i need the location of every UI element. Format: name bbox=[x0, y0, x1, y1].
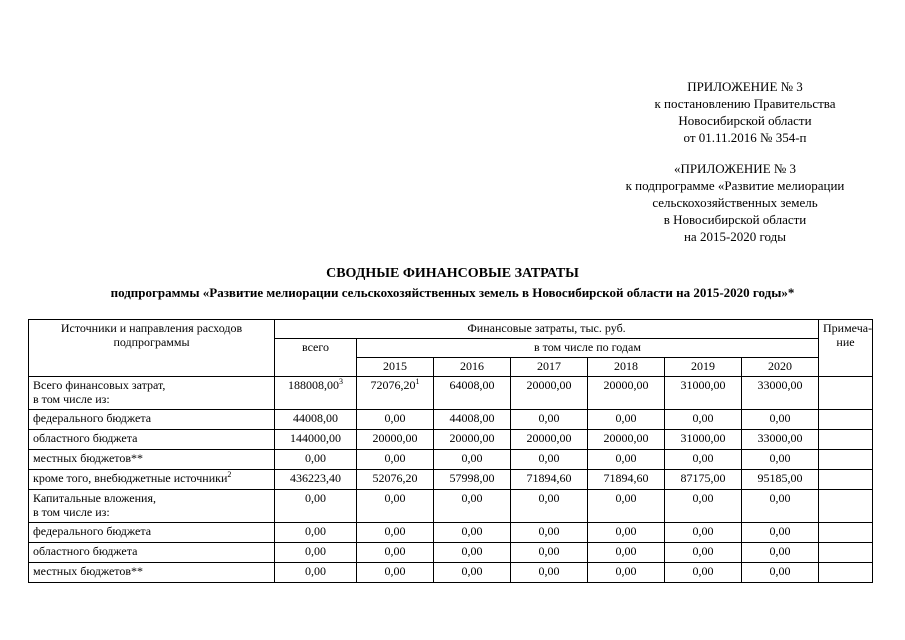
appendix-line: сельскохозяйственных земель bbox=[652, 195, 818, 210]
cell-value: 0,00 bbox=[538, 491, 560, 505]
cell-value: 0,00 bbox=[461, 564, 483, 578]
year-cell bbox=[742, 377, 819, 410]
row-label-text: в том числе из: bbox=[33, 505, 110, 519]
note-cell bbox=[819, 470, 873, 490]
year-cell bbox=[357, 490, 434, 523]
header-note bbox=[819, 320, 873, 377]
row-label bbox=[29, 470, 275, 490]
year-cell bbox=[511, 377, 588, 410]
header-year: 2020 bbox=[742, 358, 819, 377]
year-cell bbox=[742, 430, 819, 450]
year-cell bbox=[434, 543, 511, 563]
year-cell bbox=[434, 410, 511, 430]
row-label-text: кроме того, внебюджетные источники bbox=[33, 471, 228, 485]
footnote-mark: 1 bbox=[415, 377, 420, 386]
row-label bbox=[29, 543, 275, 563]
note-cell bbox=[819, 377, 873, 410]
cell-value: 33000,00 bbox=[757, 378, 803, 392]
cell-value: 0,00 bbox=[538, 544, 560, 558]
cell-value: 72076,20 bbox=[370, 378, 416, 392]
year-cell bbox=[357, 410, 434, 430]
cell-value: 0,00 bbox=[692, 451, 714, 465]
appendix-line: от 01.11.2016 № 354-п bbox=[683, 130, 807, 145]
total-cell bbox=[275, 377, 357, 410]
header-financial-costs: Финансовые затраты, тыс. руб. bbox=[275, 320, 819, 339]
footnote-mark: 3 bbox=[339, 377, 343, 386]
appendix-line: в Новосибирской области bbox=[663, 212, 807, 227]
note-cell bbox=[819, 410, 873, 430]
row-label-text: областного бюджета bbox=[33, 431, 138, 445]
table-row bbox=[29, 490, 873, 523]
year-cell bbox=[588, 490, 665, 523]
cell-value: 44008,00 bbox=[293, 411, 338, 425]
document-title: СВОДНЫЕ ФИНАНСОВЫЕ ЗАТРАТЫ bbox=[326, 266, 579, 281]
appendix-line: к постановлению Правительства bbox=[654, 96, 836, 111]
year-cell bbox=[665, 430, 742, 450]
year-cell bbox=[511, 430, 588, 450]
header-note-line: Примеча- bbox=[823, 321, 873, 335]
year-cell bbox=[742, 490, 819, 523]
cell-value: 0,00 bbox=[538, 411, 560, 425]
year-cell bbox=[588, 543, 665, 563]
table-row bbox=[29, 523, 873, 543]
cell-value: 0,00 bbox=[305, 491, 326, 505]
cell-value: 0,00 bbox=[692, 411, 714, 425]
total-cell bbox=[275, 470, 357, 490]
appendix-line: Новосибирской области bbox=[678, 113, 812, 128]
row-label-text: местных бюджетов** bbox=[33, 451, 144, 465]
appendix-line: к подпрограмме «Развитие мелиорации bbox=[625, 178, 845, 193]
note-cell bbox=[819, 563, 873, 583]
cell-value: 0,00 bbox=[692, 564, 714, 578]
year-cell bbox=[588, 563, 665, 583]
total-cell bbox=[275, 490, 357, 523]
cell-value: 0,00 bbox=[769, 411, 791, 425]
year-cell bbox=[511, 470, 588, 490]
note-cell bbox=[819, 523, 873, 543]
year-cell bbox=[357, 430, 434, 450]
total-cell bbox=[275, 543, 357, 563]
appendix-line: «ПРИЛОЖЕНИЕ № 3 bbox=[673, 161, 797, 176]
total-cell bbox=[275, 430, 357, 450]
cell-value: 0,00 bbox=[461, 491, 483, 505]
cell-value: 0,00 bbox=[305, 544, 326, 558]
header-year: 2018 bbox=[588, 358, 665, 377]
cell-value: 0,00 bbox=[538, 564, 560, 578]
row-label-text: областного бюджета bbox=[33, 544, 138, 558]
cell-value: 31000,00 bbox=[680, 431, 726, 445]
table-row bbox=[29, 543, 873, 563]
row-label-text: Капитальные вложения, bbox=[33, 491, 156, 505]
cell-value: 95185,00 bbox=[757, 471, 803, 485]
cell-value: 0,00 bbox=[692, 524, 714, 538]
year-cell bbox=[434, 450, 511, 470]
header-year: 2017 bbox=[511, 358, 588, 377]
year-cell bbox=[665, 450, 742, 470]
year-cell bbox=[357, 563, 434, 583]
header-by-years: в том числе по годам bbox=[357, 339, 819, 358]
row-label bbox=[29, 563, 275, 583]
cell-value: 71894,60 bbox=[603, 471, 649, 485]
subprogram-appendix-header bbox=[575, 160, 895, 245]
cell-value: 87175,00 bbox=[680, 471, 726, 485]
row-label bbox=[29, 430, 275, 450]
table-row bbox=[29, 470, 873, 490]
year-cell bbox=[665, 490, 742, 523]
financial-costs-table bbox=[28, 319, 873, 583]
total-cell bbox=[275, 523, 357, 543]
row-label bbox=[29, 523, 275, 543]
note-cell bbox=[819, 430, 873, 450]
document-subtitle: подпрограммы «Развитие мелиорации сельскохозяйственных земель в Новосибирской области на 2015-2020 годы»* bbox=[110, 285, 795, 300]
cell-value: 0,00 bbox=[692, 544, 714, 558]
year-cell bbox=[588, 523, 665, 543]
cell-value: 0,00 bbox=[769, 491, 791, 505]
row-label-text: федерального бюджета bbox=[33, 524, 152, 538]
appendix-line: на 2015-2020 годы bbox=[683, 229, 787, 244]
table-body bbox=[29, 377, 873, 583]
cell-value: 0,00 bbox=[305, 451, 326, 465]
year-cell bbox=[742, 470, 819, 490]
cell-value: 436223,40 bbox=[290, 471, 341, 485]
year-cell bbox=[665, 563, 742, 583]
note-cell bbox=[819, 450, 873, 470]
row-label-text: местных бюджетов** bbox=[33, 564, 144, 578]
year-cell bbox=[742, 410, 819, 430]
cell-value: 0,00 bbox=[769, 451, 791, 465]
cell-value: 0,00 bbox=[305, 564, 326, 578]
cell-value: 0,00 bbox=[384, 524, 406, 538]
cell-value: 0,00 bbox=[769, 544, 791, 558]
cell-value: 52076,20 bbox=[372, 471, 418, 485]
year-cell bbox=[434, 430, 511, 450]
header-note-line: ние bbox=[836, 335, 855, 349]
header-year: 2015 bbox=[357, 358, 434, 377]
note-cell bbox=[819, 490, 873, 523]
appendix-line: ПРИЛОЖЕНИЕ № 3 bbox=[687, 79, 803, 94]
year-cell bbox=[588, 450, 665, 470]
table-row bbox=[29, 410, 873, 430]
year-cell bbox=[434, 490, 511, 523]
year-cell bbox=[511, 490, 588, 523]
cell-value: 33000,00 bbox=[757, 431, 803, 445]
year-cell bbox=[742, 563, 819, 583]
cell-value: 0,00 bbox=[384, 411, 406, 425]
year-cell bbox=[665, 523, 742, 543]
year-cell bbox=[357, 523, 434, 543]
footnote-mark: 2 bbox=[227, 470, 232, 479]
year-cell bbox=[511, 450, 588, 470]
note-cell bbox=[819, 543, 873, 563]
cell-value: 188008,00 bbox=[288, 378, 339, 392]
year-cell bbox=[665, 543, 742, 563]
cell-value: 0,00 bbox=[461, 451, 483, 465]
cell-value: 20000,00 bbox=[526, 431, 572, 445]
year-cell bbox=[434, 377, 511, 410]
year-cell bbox=[511, 563, 588, 583]
resolution-appendix-header bbox=[585, 78, 905, 146]
total-cell bbox=[275, 450, 357, 470]
cell-value: 71894,60 bbox=[526, 471, 572, 485]
table-row bbox=[29, 563, 873, 583]
year-cell bbox=[588, 470, 665, 490]
cell-value: 20000,00 bbox=[372, 431, 418, 445]
cell-value: 0,00 bbox=[615, 491, 637, 505]
cell-value: 31000,00 bbox=[680, 378, 726, 392]
year-cell bbox=[511, 410, 588, 430]
cell-value: 0,00 bbox=[692, 491, 714, 505]
year-cell bbox=[665, 470, 742, 490]
year-cell bbox=[434, 470, 511, 490]
cell-value: 20000,00 bbox=[603, 431, 649, 445]
row-label-text: Всего финансовых затрат, bbox=[33, 378, 166, 392]
cell-value: 57998,00 bbox=[449, 471, 495, 485]
header-sources-line: подпрограммы bbox=[113, 335, 190, 349]
cell-value: 0,00 bbox=[384, 491, 406, 505]
row-label-text: федерального бюджета bbox=[33, 411, 152, 425]
cell-value: 20000,00 bbox=[526, 378, 572, 392]
year-cell bbox=[357, 543, 434, 563]
year-cell bbox=[665, 377, 742, 410]
cell-value: 0,00 bbox=[305, 524, 326, 538]
cell-value: 0,00 bbox=[384, 544, 406, 558]
year-cell bbox=[511, 523, 588, 543]
row-label bbox=[29, 450, 275, 470]
year-cell bbox=[588, 377, 665, 410]
header-sources bbox=[29, 320, 275, 377]
total-cell bbox=[275, 563, 357, 583]
year-cell bbox=[742, 523, 819, 543]
cell-value: 0,00 bbox=[615, 524, 637, 538]
cell-value: 0,00 bbox=[461, 544, 483, 558]
total-cell bbox=[275, 410, 357, 430]
cell-value: 0,00 bbox=[384, 564, 406, 578]
cell-value: 20000,00 bbox=[449, 431, 495, 445]
year-cell bbox=[588, 430, 665, 450]
cell-value: 0,00 bbox=[384, 451, 406, 465]
row-label bbox=[29, 377, 275, 410]
table-header bbox=[29, 320, 873, 377]
cell-value: 64008,00 bbox=[449, 378, 495, 392]
year-cell bbox=[357, 377, 434, 410]
year-cell bbox=[511, 543, 588, 563]
cell-value: 0,00 bbox=[538, 451, 560, 465]
cell-value: 0,00 bbox=[538, 524, 560, 538]
table-row bbox=[29, 377, 873, 410]
year-cell bbox=[665, 410, 742, 430]
cell-value: 0,00 bbox=[769, 564, 791, 578]
year-cell bbox=[357, 470, 434, 490]
year-cell bbox=[357, 450, 434, 470]
cell-value: 0,00 bbox=[769, 524, 791, 538]
year-cell bbox=[434, 523, 511, 543]
table-row bbox=[29, 430, 873, 450]
header-year: 2019 bbox=[665, 358, 742, 377]
year-cell bbox=[434, 563, 511, 583]
cell-value: 144000,00 bbox=[290, 431, 341, 445]
cell-value: 0,00 bbox=[461, 524, 483, 538]
header-total: всего bbox=[275, 339, 357, 377]
cell-value: 0,00 bbox=[615, 564, 637, 578]
year-cell bbox=[588, 410, 665, 430]
year-cell bbox=[742, 543, 819, 563]
header-sources-line: Источники и направления расходов bbox=[60, 321, 243, 335]
cell-value: 44008,00 bbox=[449, 411, 495, 425]
row-label-text: в том числе из: bbox=[33, 392, 110, 406]
cell-value: 0,00 bbox=[615, 411, 637, 425]
header-year: 2016 bbox=[434, 358, 511, 377]
row-label bbox=[29, 410, 275, 430]
cell-value: 20000,00 bbox=[603, 378, 649, 392]
cell-value: 0,00 bbox=[615, 544, 637, 558]
cell-value: 0,00 bbox=[615, 451, 637, 465]
year-cell bbox=[742, 450, 819, 470]
row-label bbox=[29, 490, 275, 523]
table-row bbox=[29, 450, 873, 470]
